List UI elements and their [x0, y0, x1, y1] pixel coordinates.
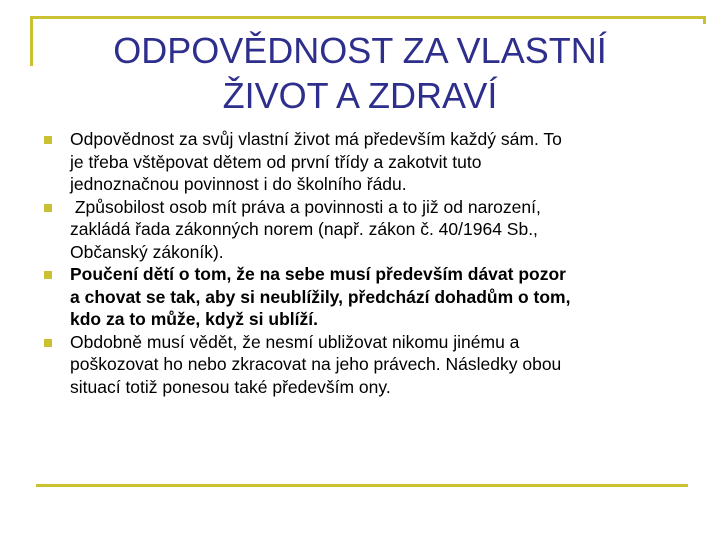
bullet-2-line-2: zakládá řada zákonných norem (např. zákon č. 40/1964 Sb., [70, 219, 538, 239]
bullet-4-line-1: Obdobně musí vědět, že nesmí ubližovat nikomu jinému a [70, 331, 520, 352]
bullet-text-2 [70, 197, 541, 262]
bullet-2-line-3: Občanský zákoník). [70, 241, 224, 262]
bullet-1-line-1: Odpovědnost za svůj vlastní život má především každý sám. To [70, 129, 562, 149]
bullet-3-line-2: a chovat se tak, aby si neublížily, předchází dohadům o tom, [70, 286, 571, 307]
frame-corner-tick [703, 16, 706, 24]
bullet-2-line-1: Způsobilost osob mít práva a povinnosti a to již od narození, [70, 196, 541, 217]
slide-title-line-1: ODPOVĚDNOST ZA VLASTNÍ [113, 30, 607, 71]
square-bullet-icon [44, 136, 52, 144]
bullet-item-4 [44, 331, 694, 399]
bullet-item-3 [44, 263, 694, 331]
slide-title [60, 28, 660, 118]
bullet-3-line-3: kdo za to může, když si ublíží. [70, 309, 318, 329]
bullet-text-3 [70, 264, 571, 329]
frame-bottom-line [36, 484, 688, 487]
bullet-item-2 [44, 196, 694, 264]
bullet-text-1 [70, 129, 562, 194]
frame-left-line [30, 16, 33, 66]
slide-title-line-2: ŽIVOT A ZDRAVÍ [222, 75, 498, 116]
bullet-4-line-2: poškozovat ho nebo zkracovat na jeho právech. Následky obou [70, 354, 562, 374]
bullet-4-line-3: situací totiž ponesou také především ony. [70, 376, 391, 397]
bullet-item-1 [44, 128, 694, 196]
bullet-list [44, 128, 694, 398]
square-bullet-icon [44, 271, 52, 279]
square-bullet-icon [44, 339, 52, 347]
bullet-3-line-1: Poučení dětí o tom, že na sebe musí především dávat pozor [70, 264, 566, 284]
bullet-text-4 [70, 332, 561, 397]
bullet-1-line-2: je třeba vštěpovat dětem od první třídy a zakotvit tuto [70, 151, 482, 172]
bullet-1-line-3: jednoznačnou povinnost i do školního řádu. [70, 174, 407, 194]
square-bullet-icon [44, 204, 52, 212]
frame-top-line [30, 16, 706, 19]
